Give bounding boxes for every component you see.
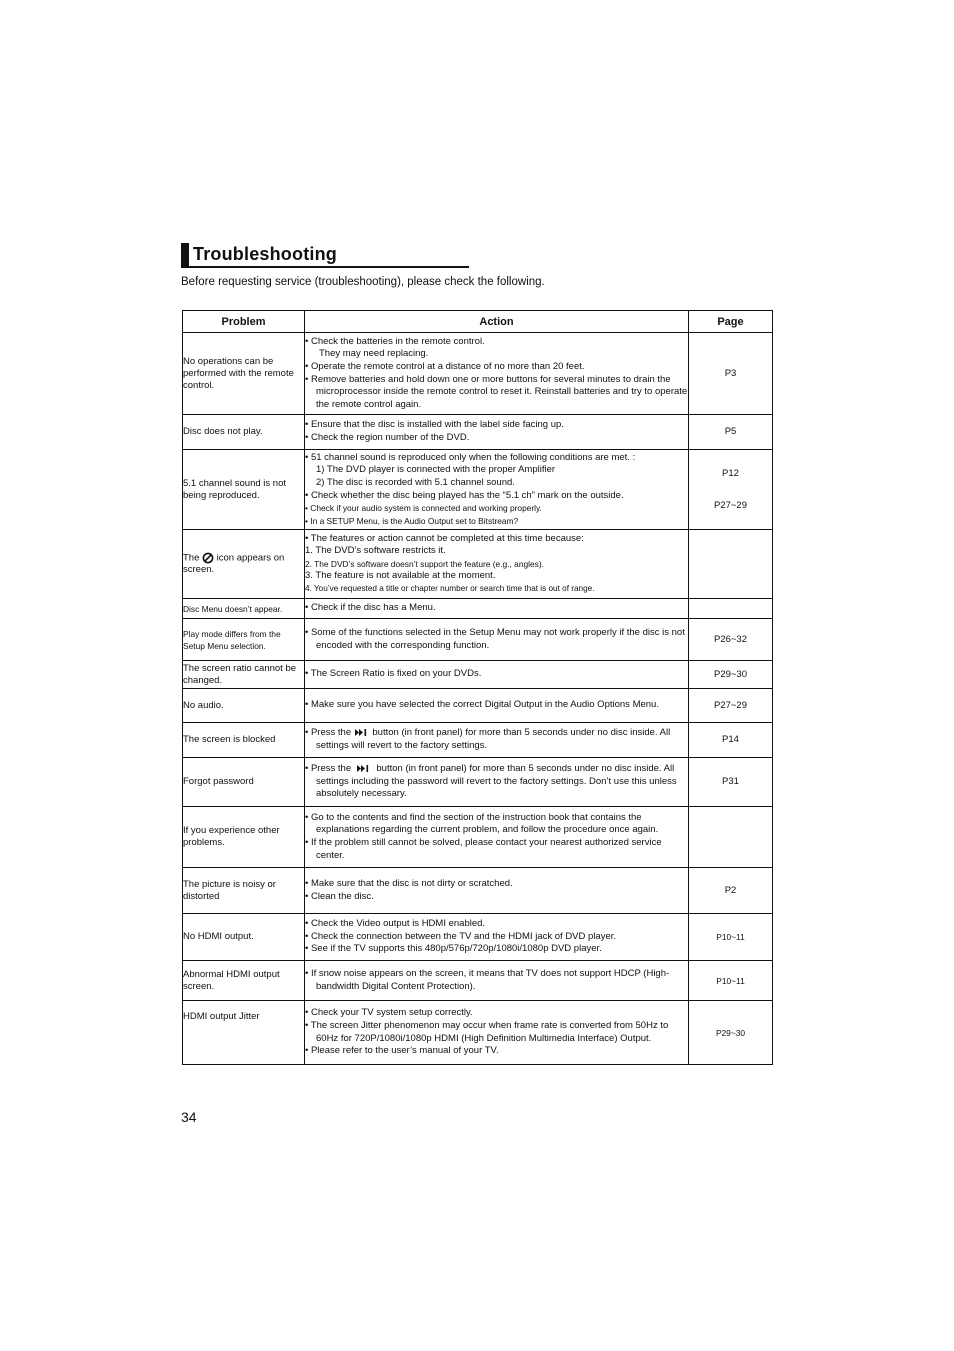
table-row (183, 961, 773, 1001)
table-row (183, 450, 773, 530)
page-cell: P10~11 (689, 961, 773, 1001)
problem-cell: No HDMI output. (183, 914, 305, 961)
problem-cell: If you experience other problems. (183, 807, 305, 868)
page-cell (689, 599, 773, 619)
action-item: • Press the button (in front panel) for more than 5 seconds under no disc inside. All settings including the password will revert to the factory settings. Don’t use this unless absolutely necessary. (305, 763, 677, 800)
action-cell (305, 530, 689, 599)
action-item: • The Screen Ratio is fixed on your DVDs. (305, 668, 482, 680)
action-cell (305, 1001, 689, 1065)
table-row (183, 1001, 773, 1065)
action-item: • Please refer to the user’s manual of your TV. (305, 1045, 499, 1057)
section-title (181, 242, 469, 268)
problem-cell: No audio. (183, 689, 305, 723)
problem-cell: Play mode differs from the Setup Menu selection. (183, 619, 305, 661)
action-cell (305, 961, 689, 1001)
table-row (183, 914, 773, 961)
action-item: • Remove batteries and hold down one or more buttons for several minutes to drain the microprocessor inside the remote control to reset it. Reinstall batteries and try to operate the remote control again. (305, 373, 688, 410)
action-item: 3. The feature is not available at the moment. (305, 570, 496, 582)
action-item: • Check whether the disc being played has the “5.1 ch” mark on the outside. (305, 489, 624, 501)
action-cell (305, 807, 689, 868)
action-item: • Check the batteries in the remote control. (305, 335, 485, 347)
action-item: • Press the button (in front panel) for more than 5 seconds under no disc inside. All settings will revert to the factory settings. (305, 727, 671, 751)
action-cell (305, 450, 689, 530)
page-ref: P12 (722, 467, 739, 479)
header-action: Action (305, 311, 689, 333)
action-cell (305, 689, 689, 723)
page-cell: P29~30 (689, 661, 773, 689)
table-row (183, 530, 773, 599)
table-row (183, 807, 773, 868)
action-item: They may need replacing. (319, 348, 429, 360)
action-item: 1. The DVD’s software restricts it. (305, 545, 446, 557)
troubleshooting-table (182, 310, 773, 1065)
page-cell (689, 530, 773, 599)
table-row (183, 619, 773, 661)
action-item: • Go to the contents and find the section of the instruction book that contains the explanations regarding the current problem, and follow the procedure once again. (305, 811, 659, 836)
action-cell (305, 619, 689, 661)
problem-cell: The icon appears on screen. (183, 530, 305, 599)
problem-cell: No operations can be performed with the remote control. (183, 333, 305, 415)
action-cell (305, 415, 689, 450)
header-page: Page (689, 311, 773, 333)
action-item: • Some of the functions selected in the Setup Menu may not work properly if the disc is not encoded with the corresponding function. (305, 626, 685, 651)
action-item: • Operate the remote control at a distance of no more than 20 feet. (305, 360, 585, 372)
table-row (183, 868, 773, 914)
page-cell: P14 (689, 723, 773, 758)
action-item: • If the problem still cannot be solved, please contact your nearest authorized service center. (305, 837, 662, 861)
play-pause-icon (354, 728, 370, 737)
title-marker-bar (181, 243, 189, 267)
table-row (183, 599, 773, 619)
page-cell: P27~29 (689, 689, 773, 723)
action-item: • Check the Video output is HDMI enabled. (305, 918, 486, 930)
table-row (183, 723, 773, 758)
action-item: • See if the TV supports this 480p/576p/720p/1080i/1080p DVD player. (305, 943, 602, 955)
action-item: • In a SETUP Menu, is the Audio Output set to Bitstream? (305, 515, 519, 526)
action-cell (305, 661, 689, 689)
action-cell (305, 758, 689, 807)
action-item: • Check your TV system setup correctly. (305, 1007, 473, 1019)
prohibited-icon (202, 552, 214, 564)
action-item: • Ensure that the disc is installed with the label side facing up. (305, 419, 564, 431)
action-item: • Make sure you have selected the correct Digital Output in the Audio Options Menu. (305, 699, 659, 711)
table-row (183, 415, 773, 450)
action-item: 2. The DVD’s software doesn’t support the feature (e.g., angles). (305, 558, 544, 569)
action-item: 4. You’ve requested a title or chapter number or search time that is out of range. (305, 583, 595, 593)
action-item: • 51 channel sound is reproduced only when the following conditions are met. : (305, 451, 636, 463)
page-cell: P31 (689, 758, 773, 807)
table-row (183, 661, 773, 689)
table-row (183, 758, 773, 807)
action-item: • Check the connection between the TV and the HDMI jack of DVD player. (305, 930, 617, 942)
action-cell (305, 599, 689, 619)
table-row (183, 333, 773, 415)
page-cell (689, 807, 773, 868)
table-row (183, 689, 773, 723)
problem-cell: Abnormal HDMI output screen. (183, 961, 305, 1001)
action-item: 2) The disc is recorded with 5.1 channel sound. (316, 476, 515, 488)
action-cell (305, 914, 689, 961)
header-problem: Problem (183, 311, 305, 333)
page-cell: P2 (689, 868, 773, 914)
problem-cell: 5.1 channel sound is not being reproduced. (183, 450, 305, 530)
play-pause-icon (354, 764, 374, 773)
action-cell (305, 723, 689, 758)
page-cell: P5 (689, 415, 773, 450)
page-number: 34 (181, 1109, 197, 1125)
page-ref: P27~29 (713, 499, 748, 511)
page-cell: P29~30 (689, 1001, 773, 1065)
action-item: • Clean the disc. (305, 890, 374, 902)
problem-cell: HDMI output Jitter (183, 1001, 305, 1065)
action-item: • Check the region number of the DVD. (305, 432, 470, 443)
page-cell: P3 (689, 333, 773, 415)
action-item: • The screen Jitter phenomenon may occur when frame rate is converted from 50Hz to 60Hz for 720P/1080i/1080p HDMI (High Definition Multimedia Interface) Output. (305, 1019, 669, 1044)
problem-cell: Disc does not play. (183, 415, 305, 450)
action-item: • The features or action cannot be completed at this time because: (305, 532, 584, 544)
action-cell (305, 868, 689, 914)
action-item: • Check if your audio system is connected and working properly. (305, 503, 542, 514)
intro-text: Before requesting service (troubleshooting), please check the following. (181, 276, 545, 288)
action-cell (305, 333, 689, 415)
action-item: • If snow noise appears on the screen, it means that TV does not support HDCP (High-bandwidth Digital Content Protection). (305, 967, 670, 992)
page-cell: P26~32 (689, 619, 773, 661)
problem-cell: The screen is blocked (183, 723, 305, 758)
page-cell: P10~11 (689, 914, 773, 961)
page-cell (689, 450, 773, 530)
problem-cell: Disc Menu doesn’t appear. (183, 599, 305, 619)
page-title: Troubleshooting (193, 244, 337, 264)
problem-cell: Forgot password (183, 758, 305, 807)
action-item: • Check if the disc has a Menu. (305, 602, 436, 614)
action-item: • Make sure that the disc is not dirty or scratched. (305, 877, 513, 889)
problem-cell: The screen ratio cannot be changed. (183, 661, 305, 689)
problem-cell: The picture is noisy or distorted (183, 868, 305, 914)
action-item: 1) The DVD player is connected with the proper Amplifier (316, 464, 556, 476)
